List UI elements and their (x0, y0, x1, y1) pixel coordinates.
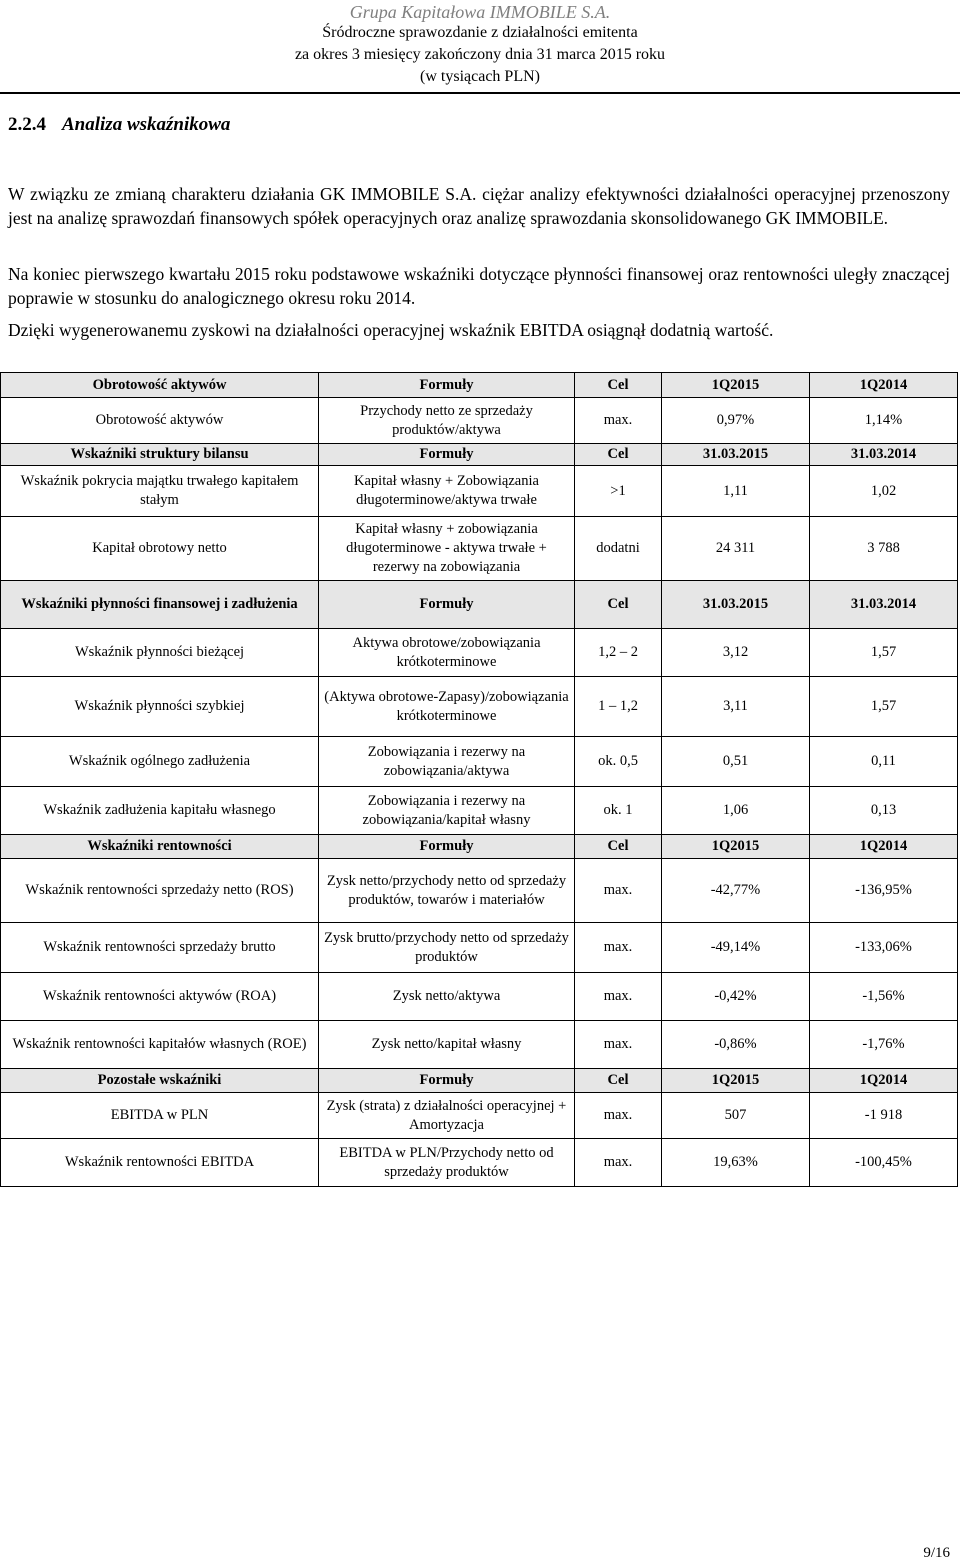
ratio-value-current: -0,86% (662, 1021, 810, 1069)
ratio-formula: (Aktywa obrotowe-Zapasy)/zobowiązania krótkoterminowe (319, 677, 575, 737)
table-row (1, 398, 958, 444)
ratio-name: Wskaźnik płynności bieżącej (1, 629, 319, 677)
ratio-value-current: 1,11 (662, 466, 810, 517)
paragraph-2: Na koniec pierwszego kwartału 2015 roku podstawowe wskaźniki dotyczące płynności finansowej oraz rentowności uległy znaczącej poprawie w stosunku do analogicznego okresu roku 2014. (8, 264, 950, 308)
ratio-value-previous: -136,95% (810, 859, 958, 923)
ratio-value-previous: 0,11 (810, 737, 958, 787)
column-header: Formuły (319, 1069, 575, 1093)
ratio-target: 1 – 1,2 (575, 677, 662, 737)
ratio-formula: Zysk netto/aktywa (319, 973, 575, 1021)
ratio-target: max. (575, 1021, 662, 1069)
table-row (1, 1139, 958, 1187)
column-header: 1Q2015 (662, 1069, 810, 1093)
group-title: Obrotowość aktywów (1, 373, 319, 398)
ratio-name: Wskaźnik płynności szybkiej (1, 677, 319, 737)
ratio-name: EBITDA w PLN (1, 1093, 319, 1139)
table-row (1, 859, 958, 923)
ratio-name: Wskaźnik pokrycia majątku trwałego kapitałem stałym (1, 466, 319, 517)
table-group-header (1, 444, 958, 466)
ratio-formula: Kapitał własny + Zobowiązania długoterminowe/aktywa trwałe (319, 466, 575, 517)
table-row (1, 923, 958, 973)
table-row (1, 787, 958, 835)
ratio-value-current: -0,42% (662, 973, 810, 1021)
column-header: Cel (575, 373, 662, 398)
table-row (1, 973, 958, 1021)
column-header: 31.03.2015 (662, 444, 810, 466)
column-header: 1Q2015 (662, 835, 810, 859)
column-header: 1Q2014 (810, 1069, 958, 1093)
group-title: Wskaźniki płynności finansowej i zadłużenia (1, 581, 319, 629)
table-row (1, 466, 958, 517)
report-period: za okres 3 miesięcy zakończony dnia 31 marca 2015 roku (294, 46, 666, 63)
ratio-value-current: -49,14% (662, 923, 810, 973)
ratio-target: ok. 0,5 (575, 737, 662, 787)
table-group-header (1, 581, 958, 629)
ratio-value-current: 19,63% (662, 1139, 810, 1187)
ratio-formula: Zysk netto/przychody netto od sprzedaży produktów, towarów i materiałów (319, 859, 575, 923)
page-number: 9/16 (923, 1545, 950, 1561)
column-header: Formuły (319, 835, 575, 859)
ratio-value-current: 24 311 (662, 517, 810, 581)
ratio-target: max. (575, 859, 662, 923)
column-header: Cel (575, 835, 662, 859)
report-unit: (w tysiącach PLN) (420, 68, 540, 85)
ratio-target: max. (575, 1139, 662, 1187)
ratio-formula: Kapitał własny + zobowiązania długoterminowe - aktywa trwałe + rezerwy na zobowiązania (319, 517, 575, 581)
ratio-formula: Zobowiązania i rezerwy na zobowiązania/kapitał własny (319, 787, 575, 835)
ratio-value-previous: -100,45% (810, 1139, 958, 1187)
column-header: Formuły (319, 444, 575, 466)
ratio-value-current: 0,97% (662, 398, 810, 444)
ratio-formula: Aktywa obrotowe/zobowiązania krótkoterminowe (319, 629, 575, 677)
ratio-value-current: 3,12 (662, 629, 810, 677)
ratio-name: Wskaźnik rentowności EBITDA (1, 1139, 319, 1187)
ratio-target: dodatni (575, 517, 662, 581)
group-title: Wskaźniki rentowności (1, 835, 319, 859)
table-row (1, 517, 958, 581)
header-divider (0, 92, 960, 94)
ratio-formula: Zysk brutto/przychody netto od sprzedaży produktów (319, 923, 575, 973)
table-row (1, 677, 958, 737)
column-header: 1Q2014 (810, 373, 958, 398)
column-header: Formuły (319, 581, 575, 629)
paragraph-3: Dzięki wygenerowanemu zyskowi na działalności operacyjnej wskaźnik EBITDA osiągnął dodatnią wartość. (8, 320, 774, 340)
column-header: Formuły (319, 373, 575, 398)
ratio-name: Wskaźnik rentowności kapitałów własnych (ROE) (1, 1021, 319, 1069)
group-title: Pozostałe wskaźniki (1, 1069, 319, 1093)
ratio-value-previous: 1,02 (810, 466, 958, 517)
section-number: 2.2.4 (8, 114, 46, 135)
group-title: Wskaźniki struktury bilansu (1, 444, 319, 466)
ratio-name: Kapitał obrotowy netto (1, 517, 319, 581)
table-row (1, 629, 958, 677)
column-header: Cel (575, 581, 662, 629)
ratio-formula: Zobowiązania i rezerwy na zobowiązania/aktywa (319, 737, 575, 787)
table-row (1, 1093, 958, 1139)
ratio-name: Wskaźnik rentowności aktywów (ROA) (1, 973, 319, 1021)
ratio-target: ok. 1 (575, 787, 662, 835)
ratio-name: Wskaźnik rentowności sprzedaży netto (ROS) (1, 859, 319, 923)
ratio-value-previous: 0,13 (810, 787, 958, 835)
ratio-value-previous: -1,76% (810, 1021, 958, 1069)
ratio-name: Obrotowość aktywów (1, 398, 319, 444)
table-row (1, 1021, 958, 1069)
paragraph-1: W związku ze zmianą charakteru działania GK IMMOBILE S.A. ciężar analizy efektywności działalności operacyjnej przenoszony jest na analizę sprawozdań finansowych spółek operacyjnych oraz analizę sprawozdania skonsolidowanego GK IMMOBILE. (8, 184, 950, 228)
ratio-value-previous: -133,06% (810, 923, 958, 973)
ratio-name: Wskaźnik zadłużenia kapitału własnego (1, 787, 319, 835)
table-group-header (1, 835, 958, 859)
ratio-value-previous: 1,57 (810, 677, 958, 737)
ratio-target: 1,2 – 2 (575, 629, 662, 677)
ratio-target: max. (575, 398, 662, 444)
ratio-value-current: 3,11 (662, 677, 810, 737)
ratio-value-previous: 1,14% (810, 398, 958, 444)
ratio-target: >1 (575, 466, 662, 517)
ratio-table (0, 372, 958, 1187)
ratio-target: max. (575, 973, 662, 1021)
ratio-value-current: 507 (662, 1093, 810, 1139)
column-header: 1Q2014 (810, 835, 958, 859)
ratio-name: Wskaźnik ogólnego zadłużenia (1, 737, 319, 787)
table-row (1, 737, 958, 787)
report-title: Śródroczne sprawozdanie z działalności emitenta (322, 24, 638, 41)
table-group-header (1, 373, 958, 398)
ratio-value-previous: -1 918 (810, 1093, 958, 1139)
ratio-value-previous: 3 788 (810, 517, 958, 581)
ratio-target: max. (575, 923, 662, 973)
ratio-formula: Przychody netto ze sprzedaży produktów/aktywa (319, 398, 575, 444)
column-header: 1Q2015 (662, 373, 810, 398)
ratio-value-current: 0,51 (662, 737, 810, 787)
section-heading (8, 114, 230, 136)
section-title: Analiza wskaźnikowa (62, 114, 231, 135)
column-header: 31.03.2014 (810, 581, 958, 629)
ratio-value-previous: 1,57 (810, 629, 958, 677)
company-name: Grupa Kapitałowa IMMOBILE S.A. (349, 2, 611, 22)
column-header: 31.03.2015 (662, 581, 810, 629)
column-header: 31.03.2014 (810, 444, 958, 466)
ratio-value-current: 1,06 (662, 787, 810, 835)
ratio-target: max. (575, 1093, 662, 1139)
column-header: Cel (575, 1069, 662, 1093)
ratio-formula: Zysk (strata) z działalności operacyjnej + Amortyzacja (319, 1093, 575, 1139)
ratio-name: Wskaźnik rentowności sprzedaży brutto (1, 923, 319, 973)
ratio-value-previous: -1,56% (810, 973, 958, 1021)
ratio-value-current: -42,77% (662, 859, 810, 923)
ratio-formula: EBITDA w PLN/Przychody netto od sprzedaży produktów (319, 1139, 575, 1187)
column-header: Cel (575, 444, 662, 466)
table-group-header (1, 1069, 958, 1093)
ratio-formula: Zysk netto/kapitał własny (319, 1021, 575, 1069)
